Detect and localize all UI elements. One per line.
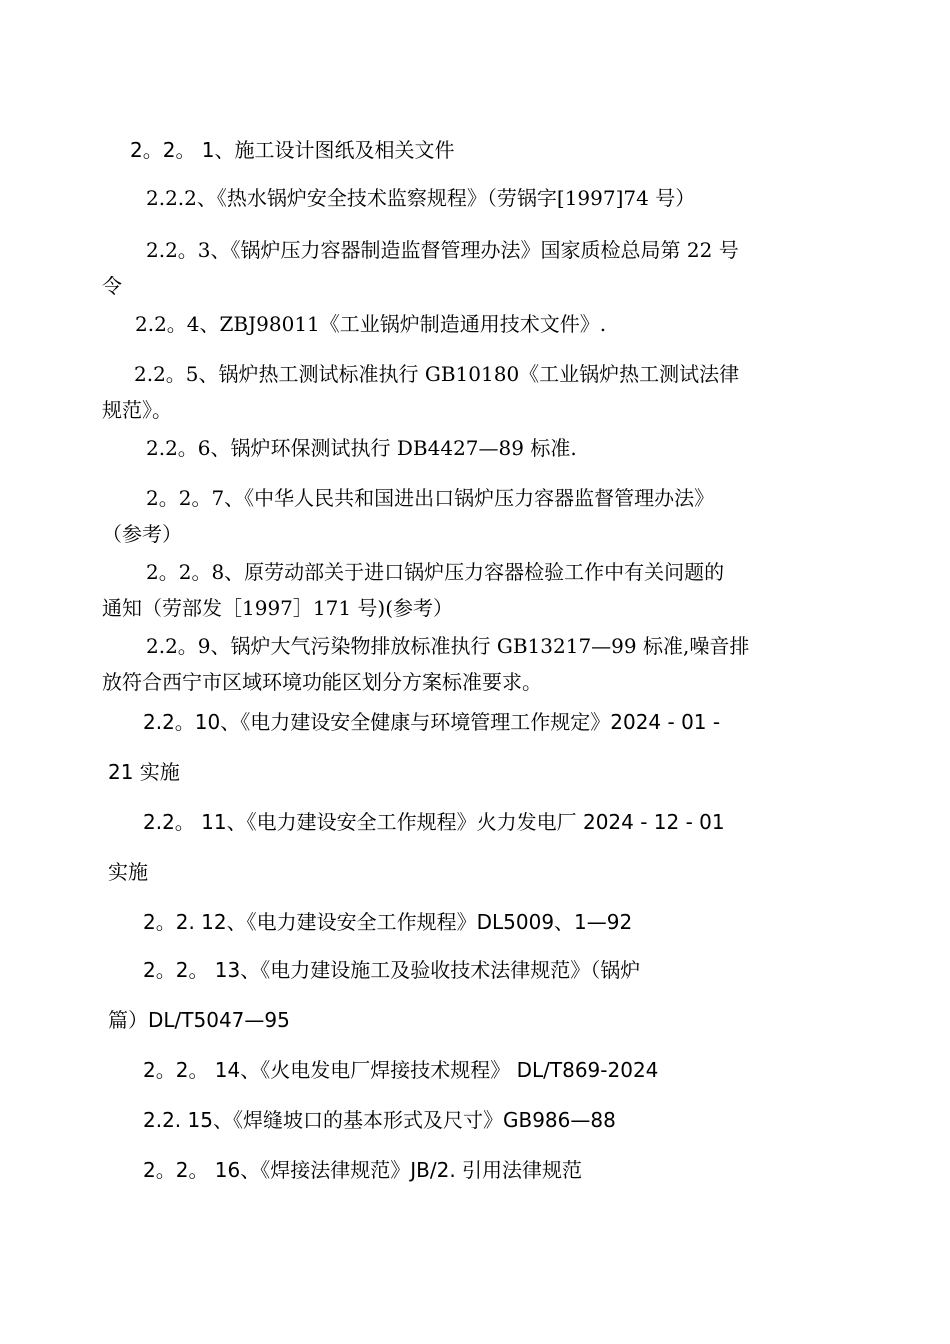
item-2-2-8-line-2: 通知（劳部发［1997］171 号)(参考） — [102, 596, 454, 620]
item-2-2-3-line-2: 令 — [102, 274, 122, 298]
item-2-2-9-line-1: 2.2。9、锅炉大气污染物排放标准执行 GB13217—99 标准,噪音排 — [146, 634, 750, 658]
item-2-2-10-line-1: 2.2。10、《电力建设安全健康与环境管理工作规定》2024 - 01 - — [143, 710, 721, 734]
item-2-2-5-line-1: 2.2。5、锅炉热工测试标准执行 GB10180《工业锅炉热工测试法律 — [134, 362, 740, 386]
item-2-2-9-line-2: 放符合西宁市区域环境功能区划分方案标准要求。 — [102, 670, 542, 694]
item-2-2-8-line-1: 2。2。8、原劳动部关于进口锅炉压力容器检验工作中有关问题的 — [146, 560, 725, 584]
item-2-2-15-line-1: 2.2. 15、《焊缝坡口的基本形式及尺寸》GB986—88 — [143, 1108, 616, 1132]
item-2-2-12-line-1: 2。2. 12、《电力建设安全工作规程》DL5009、1—92 — [143, 910, 633, 934]
item-2-2-11-line-1: 2.2。 11、《电力建设安全工作规程》火力发电厂 2024 - 12 - 01 — [143, 810, 725, 834]
item-2-2-6-line-1: 2.2。6、锅炉环保测试执行 DB4427—89 标准. — [146, 436, 577, 460]
item-2-2-5-line-2: 规范》。 — [102, 398, 172, 422]
item-2-2-1-line-1: 2。2。 1、施工设计图纸及相关文件 — [130, 138, 455, 162]
item-2-2-4-line-1: 2.2。4、ZBJ98011《工业锅炉制造通用技术文件》. — [135, 312, 607, 336]
item-2-2-14-line-1: 2。2。 14、《火电发电厂焊接技术规程》 DL/T869-2024 — [143, 1058, 659, 1082]
item-2-2-13-line-2: 篇）DL/T5047—95 — [108, 1008, 290, 1032]
item-2-2-3-line-1: 2.2。3、《锅炉压力容器制造监督管理办法》国家质检总局第 22 号 — [146, 238, 739, 262]
item-2-2-13-line-1: 2。2。 13、《电力建设施工及验收技术法律规范》（锅炉 — [143, 958, 641, 982]
item-2-2-2-line-1: 2.2.2、《热水锅炉安全技术监察规程》（劳锅字[1997]74 号） — [146, 186, 696, 210]
item-2-2-7-line-1: 2。2。7、《中华人民共和国进出口锅炉压力容器监督管理办法》 — [146, 486, 715, 510]
item-2-2-7-line-2: （参考） — [102, 522, 182, 546]
item-2-2-10-line-2: 21 实施 — [108, 760, 180, 784]
item-2-2-16-line-1: 2。2。 16、《焊接法律规范》JB/2. 引用法律规范 — [143, 1158, 583, 1182]
item-2-2-11-line-2: 实施 — [108, 860, 148, 884]
